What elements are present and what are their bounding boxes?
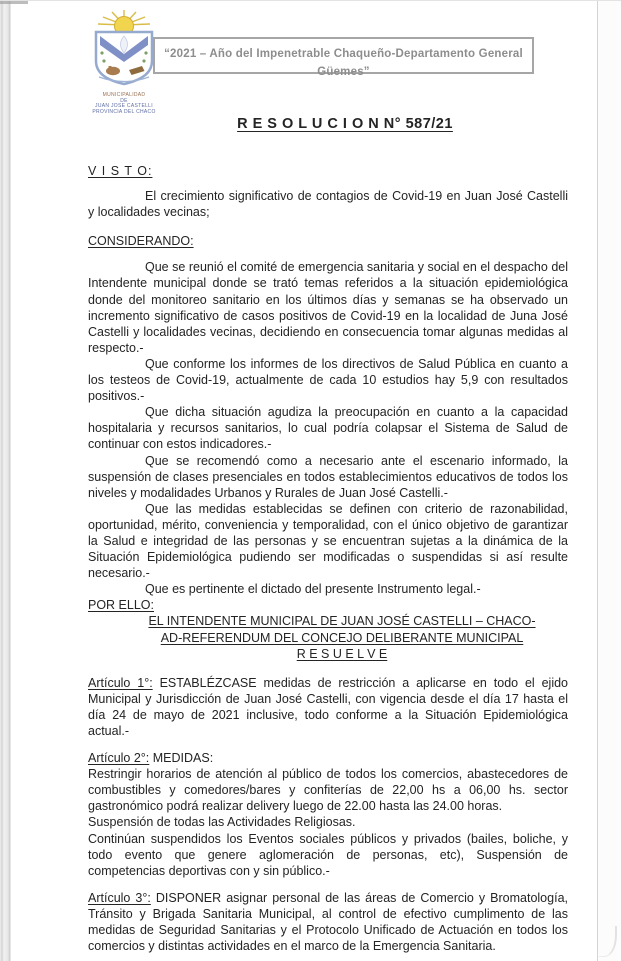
considerando-paragraph-3: Que dicha situación agudiza la preocupación en cuanto a la capacidad hospitalaria y recursos sanitarios, lo cual podría colapsar el Sistema de Salud de continuar con estos indicadores.- [88, 405, 568, 452]
article-2-label: Artículo 2°: [88, 751, 150, 766]
article-3-text: DISPONER asignar personal de las áreas de Comercio y Bromatología, Tránsito y Brigada Sanitaria Municipal, al control de efectivo cumplimento de las medidas de Seguridad Sanitarias y el Protocolo Unificado de Actuación en todos los comercios y distintas actividades en el marco de la Emergencia Sanitaria. [88, 890, 568, 954]
seal-caption-line: DE [120, 97, 128, 104]
scan-edge-right [597, 1, 598, 961]
por-ello-heading: POR ELLO: [88, 598, 154, 613]
year-motto-box [153, 37, 534, 78]
coat-of-arms-icon [85, 9, 163, 87]
seal-caption-line: JUAN JOSE CASTELLI [95, 103, 153, 109]
article-2-measure-1: Restringir horarios de atención al público de todos los comercios, abastecedores de combustibles y comedores/bares y confiterías de 22,00 hs a 06,00 hs. sector gastronómico podrá realizar delivery luego de 22.00 hasta las 24.00 horas. [88, 767, 568, 814]
article-2-heading [88, 750, 568, 766]
seal-caption-line: PROVINCIA DEL CHACO [92, 108, 156, 115]
scan-edge-right-band [598, 1, 621, 961]
scan-edge-left [0, 1, 12, 961]
seal-caption [85, 93, 163, 115]
article-2-measure-2: Suspensión de todas las Actividades Religiosas. [88, 815, 356, 830]
considerando-paragraph-1: Que se reunió el comité de emergencia sanitaria y social en el despacho del Intendente municipal donde se trató temas referidos a la situación epidemiológica donde del monitoreo sanitario en los últimos días y semanas se ha observado un incremento significativo de casos positivos de Covid-19 en la localidad de Juna José Castelli y localidades vecinas, decidiendo en consecuencia tomar algunas medidas al respecto.- [88, 260, 568, 355]
article-1 [88, 675, 568, 739]
article-3-label: Artículo 3°: [88, 890, 151, 905]
resolution-body [88, 163, 568, 954]
considerando-paragraph-2: Que conforme los informes de los directivos de Salud Pública en cuanto a los testeos de Covid-19, actualmente de cada 10 estudios hay 5,9 con resultados positivos.- [88, 356, 568, 404]
municipal-seal [85, 9, 163, 115]
resolution-title: R E S O L U C I O N N° 587/21 [237, 116, 453, 132]
article-1-text: ESTABLÉZCASE medidas de restricción a aplicarse en todo el ejido Municipal y Jurisdicción de Juan José Castelli, con vigencia desde el día 17 hasta el día 24 de mayo de 2021 inclusive, todo conforme a la Situación Epidemiológica actual.- [88, 675, 568, 738]
authority-line-2: AD-REFERENDUM DEL CONCEJO DELIBERANTE MUNICIPAL [160, 630, 524, 645]
authority-line-1: EL INTENDENTE MUNICIPAL DE JUAN JOSÉ CASTELLI – CHACO- [148, 614, 536, 629]
considerando-paragraph-4: Que se recomendó como a necesario ante el escenario informado, la suspensión de clases presenciales en todos establecimientos educativos de todos los niveles y modalidades Urbanos y Rurales de Juan José Castelli.- [88, 453, 568, 500]
considerando-paragraph-6: Que es pertinente el dictado del presente Instrumento legal.- [145, 582, 481, 597]
resuelve-heading: R E S U E L V E [296, 646, 388, 661]
article-3 [88, 890, 568, 954]
article-2-measure-3: Continúan suspendidos los Eventos sociales públicos y privados (bailes, boliche, y todo evento que genere aglomeración de personas, etc), Suspensión de competencias deportivas con y sin público.- [88, 831, 568, 878]
considerando-paragraph-5: Que las medidas establecidas se definen con criterio de razonabilidad, oportunidad, mérito, conveniencia y temporalidad, con el único objetivo de garantizar la Salud e integridad de las personas y se encuentran sujetas a la dinámica de la Situación Epidemiológica pudiendo ser modificadas o suspendidas si así resulte necesario.- [88, 501, 568, 581]
article-2-title: MEDIDAS: [152, 751, 214, 766]
considerando-heading: CONSIDERANDO: [88, 234, 194, 249]
article-1-label: Artículo 1°: [88, 675, 153, 690]
seal-caption-line: MUNICIPALIDAD [102, 92, 146, 98]
year-motto-text: “2021 – Año del Impenetrable Chaqueño-Departamento General Güemes” [164, 48, 523, 78]
visto-heading: V I S T O: [88, 164, 153, 178]
visto-paragraph: El crecimiento significativo de contagios de Covid-19 en Juan José Castelli y localidades vecinas; [88, 189, 568, 220]
scan-corner-notch [0, 1, 28, 4]
